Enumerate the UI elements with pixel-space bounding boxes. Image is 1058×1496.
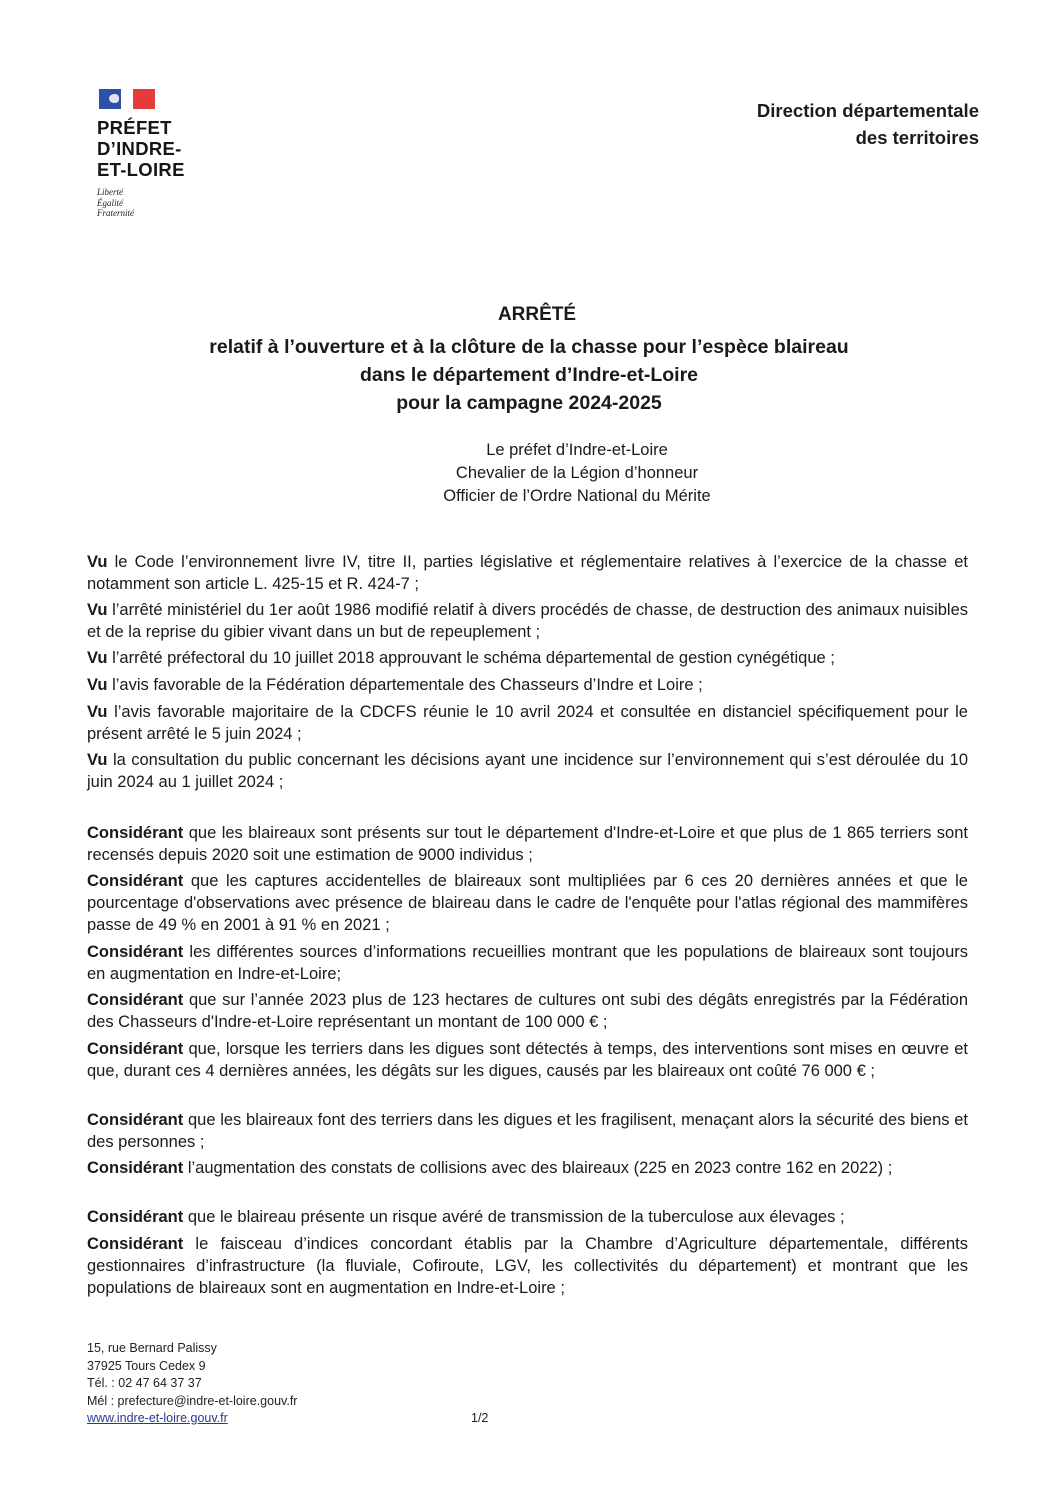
visa-paragraph: Vu l’arrêté préfectoral du 10 juillet 2018 approuvant le schéma départemental de gestion cynégétique ; xyxy=(87,649,835,667)
title-heading: ARRÊTÉ xyxy=(497,304,577,325)
issuer-block: Le préfet d’Indre-et-Loire Chevalier de la Légion d’honneur Officier de l’Ordre National du Mérite xyxy=(443,441,711,505)
footer-phone: Tél. : 02 47 64 37 37 xyxy=(87,1376,202,1390)
considerant-paragraph: Considérant les différentes sources d’informations recueillies montrant que les populations de blaireaux sont toujours en augmentation en Indre-et-Loire; xyxy=(87,943,968,983)
visa-paragraph: Vu l’avis favorable majoritaire de la CDCFS réunie le 10 avril 2024 et consultée en distanciel spécifiquement pour le présent arrêté le 5 juin 2024 ; xyxy=(87,703,968,743)
considerant-paragraph: Considérant que, lorsque les terriers dans les digues sont détectés à temps, des interventions sont mises en œuvre et que, durant ces 4 dernières années, les dégâts sur les digues, causés par les blaireaux ont coûté 76 000 € ; xyxy=(87,1040,968,1080)
footer-email: Mél : prefecture@indre-et-loire.gouv.fr xyxy=(87,1393,298,1408)
considerant-paragraph: Considérant que le blaireau présente un risque avéré de transmission de la tuberculose aux élevages ; xyxy=(87,1208,845,1226)
prefecture-logo xyxy=(97,89,237,219)
prefet-wordmark: PRÉFET D’INDRE- ET-LOIRE xyxy=(97,117,185,180)
page-number: 1/2 xyxy=(471,1411,489,1425)
footer-website-link[interactable]: www.indre-et-loire.gouv.fr xyxy=(87,1411,228,1425)
footer-contact xyxy=(87,1340,297,1428)
footer-city: 37925 Tours Cedex 9 xyxy=(87,1358,206,1373)
considerant-paragraph: Considérant que les captures accidentelles de blaireaux sont multipliées par 6 ces 20 dernières années et que le pourcentage d'observations avec présence de blaireau dans le cadre de l'enquête pour l'atlas régional des mammifères passe de 49 % en 2001 à 91 % en 2021 ; xyxy=(87,872,968,934)
footer-address: 15, rue Bernard Palissy xyxy=(87,1341,217,1355)
considerant-paragraph: Considérant que les blaireaux font des terriers dans les digues et les fragilisent, menaçant alors la sécurité des biens et des personnes ; xyxy=(87,1111,968,1151)
visa-paragraph: Vu la consultation du public concernant les décisions ayant une incidence sur l’environnement qui s’est déroulée du 10 juin 2024 au 1 juillet 2024 ; xyxy=(87,751,968,791)
visa-paragraph: Vu le Code l’environnement livre IV, titre II, parties législative et réglementaire relatives à l’exercice de la chasse et notamment son article L. 425-15 et R. 424-7 ; xyxy=(87,553,968,593)
considerant-paragraph: Considérant que sur l’année 2023 plus de 123 hectares de cultures ont subi des dégâts enregistrés par la Fédération des Chasseurs d'Indre-et-Loire représentant un montant de 100 000 € ; xyxy=(87,991,968,1031)
considerant-paragraph: Considérant que les blaireaux sont présents sur tout le département d'Indre-et-Loire et que plus de 1 865 terriers sont recensés depuis 2020 soit une estimation de 9000 individus ; xyxy=(87,824,968,864)
visa-paragraph: Vu l’avis favorable de la Fédération départementale des Chasseurs d’Indre et Loire ; xyxy=(87,676,703,694)
title-subtitle: relatif à l’ouverture et à la clôture de la chasse pour l’espèce blaireau dans le département d’Indre-et-Loire pour la campagne 2024-2025 xyxy=(209,336,849,414)
considerant-paragraph: Considérant le faisceau d’indices concordant établis par la Chambre d’Agriculture départementale, différents gestionnaires d’infrastructure (la fluviale, Cofiroute, LGV, les collectivités du département) et montrant que les populations de blaireaux sont en augmentation en Indre-et-Loire ; xyxy=(87,1235,968,1297)
marianne-flag-icon xyxy=(99,89,155,109)
issuing-direction: Direction départementale des territoires xyxy=(756,100,979,148)
considerant-paragraph: Considérant l’augmentation des constats de collisions avec des blaireaux (225 en 2023 contre 162 en 2022) ; xyxy=(87,1159,893,1177)
visa-paragraph: Vu l’arrêté ministériel du 1er août 1986 modifié relatif à divers procédés de chasse, de destruction des animaux nuisibles et de la reprise du gibier vivant dans un but de repeuplement ; xyxy=(87,601,968,641)
document-title xyxy=(0,302,1058,417)
republic-motto: Liberté Égalité Fraternité xyxy=(97,187,134,218)
